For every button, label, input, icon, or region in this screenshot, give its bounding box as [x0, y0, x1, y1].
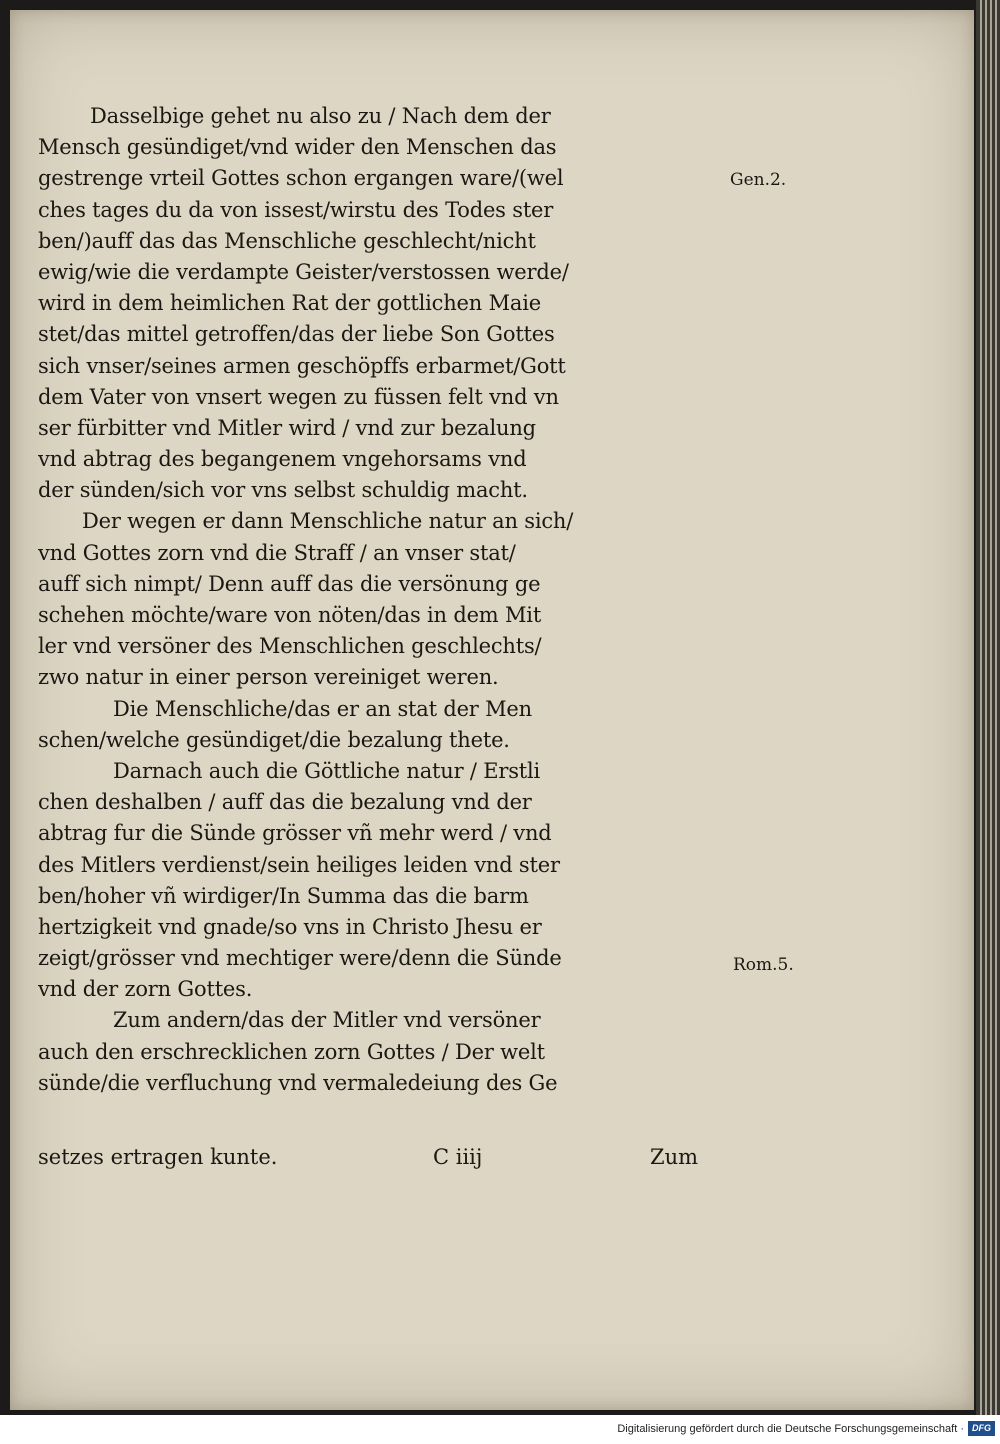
text-line: auch den erschrecklichen zorn Gottes / Der welt [38, 1039, 545, 1064]
text-line: vnd abtrag des begangenem vngehorsams vnd [38, 447, 527, 472]
text-line: gestrenge vrteil Gottes schon ergangen ware/(wel [38, 166, 564, 191]
text-line: sich vnser/seines armen geschöpffs erbarmet/Gott [38, 353, 566, 378]
text-line: zwo natur in einer person vereiniget weren. [38, 665, 499, 690]
text-line: chen deshalben / auff das die bezalung vnd der [38, 790, 532, 815]
text-line: Dasselbige gehet nu also zu / Nach dem der [90, 104, 551, 128]
text-line: ben/)auff das das Menschliche geschlecht/nicht [38, 228, 536, 253]
text-line: Mensch gesündiget/vnd wider den Menschen das [38, 135, 557, 160]
text-line: abtrag fur die Sünde grösser vñ mehr werd / vnd [38, 821, 552, 846]
page-body-text [38, 101, 718, 1099]
text-line: Die Menschliche/das er an stat der Men [113, 696, 532, 721]
text-line: Darnach auch die Göttliche natur / Erstli [113, 758, 541, 783]
text-line: setzes ertragen kunte. [38, 1145, 278, 1169]
text-line: der sünden/sich vor vns selbst schuldig macht. [38, 478, 528, 503]
text-line: ewig/wie die verdampte Geister/verstossen werde/ [38, 259, 569, 284]
text-line: zeigt/grösser vnd mechtiger were/denn die Sünde [38, 946, 562, 971]
catchword: Zum [650, 1145, 699, 1169]
funding-credit: Digitalisierung gefördert durch die Deutsche Forschungsgemeinschaft · [617, 1423, 964, 1435]
margin-note-gen: Gen.2. [730, 170, 787, 190]
text-line: vnd der zorn Gottes. [38, 977, 253, 1002]
margin-note-rom: Rom.5. [733, 955, 794, 975]
footer-bar [0, 1415, 1000, 1444]
text-line: dem Vater von vnsert wegen zu füssen felt vnd vn [38, 384, 559, 409]
text-line: Zum andern/das der Mitler vnd versöner [113, 1008, 541, 1033]
text-line: Der wegen er dann Menschliche natur an sich/ [82, 509, 574, 534]
text-line: wird in dem heimlichen Rat der gottlichen Maie [38, 291, 541, 316]
last-line-with-signature [38, 1145, 718, 1179]
text-line: schehen möchte/ware von nöten/das in dem Mit [38, 603, 542, 627]
text-line: stet/das mittel getroffen/das der liebe Son Gottes [38, 322, 555, 347]
text-line: ler vnd versöner des Menschlichen geschlechts/ [38, 634, 542, 659]
text-line: auff sich nimpt/ Denn auff das die versönung ge [38, 571, 541, 596]
text-line: ben/hoher vñ wirdiger/In Summa das die barm [38, 883, 529, 908]
text-line: des Mitlers verdienst/sein heiliges leiden vnd ster [38, 852, 560, 877]
signature-mark: C iiij [433, 1145, 483, 1169]
dfg-logo-icon: DFG [968, 1421, 995, 1436]
text-line: hertzigkeit vnd gnade/so vns in Christo Jhesu er [38, 914, 542, 939]
text-line: sünde/die verfluchung vnd vermaledeiung des Ge [38, 1070, 558, 1095]
text-line: ser fürbitter vnd Mitler wird / vnd zur bezalung [38, 415, 536, 440]
text-line: vnd Gottes zorn vnd die Straff / an vnser stat/ [38, 540, 516, 565]
book-edge [976, 0, 1000, 1415]
text-line: schen/welche gesündiget/die bezalung thete. [38, 727, 510, 752]
text-line: ches tages du da von issest/wirstu des Todes ster [38, 197, 554, 222]
